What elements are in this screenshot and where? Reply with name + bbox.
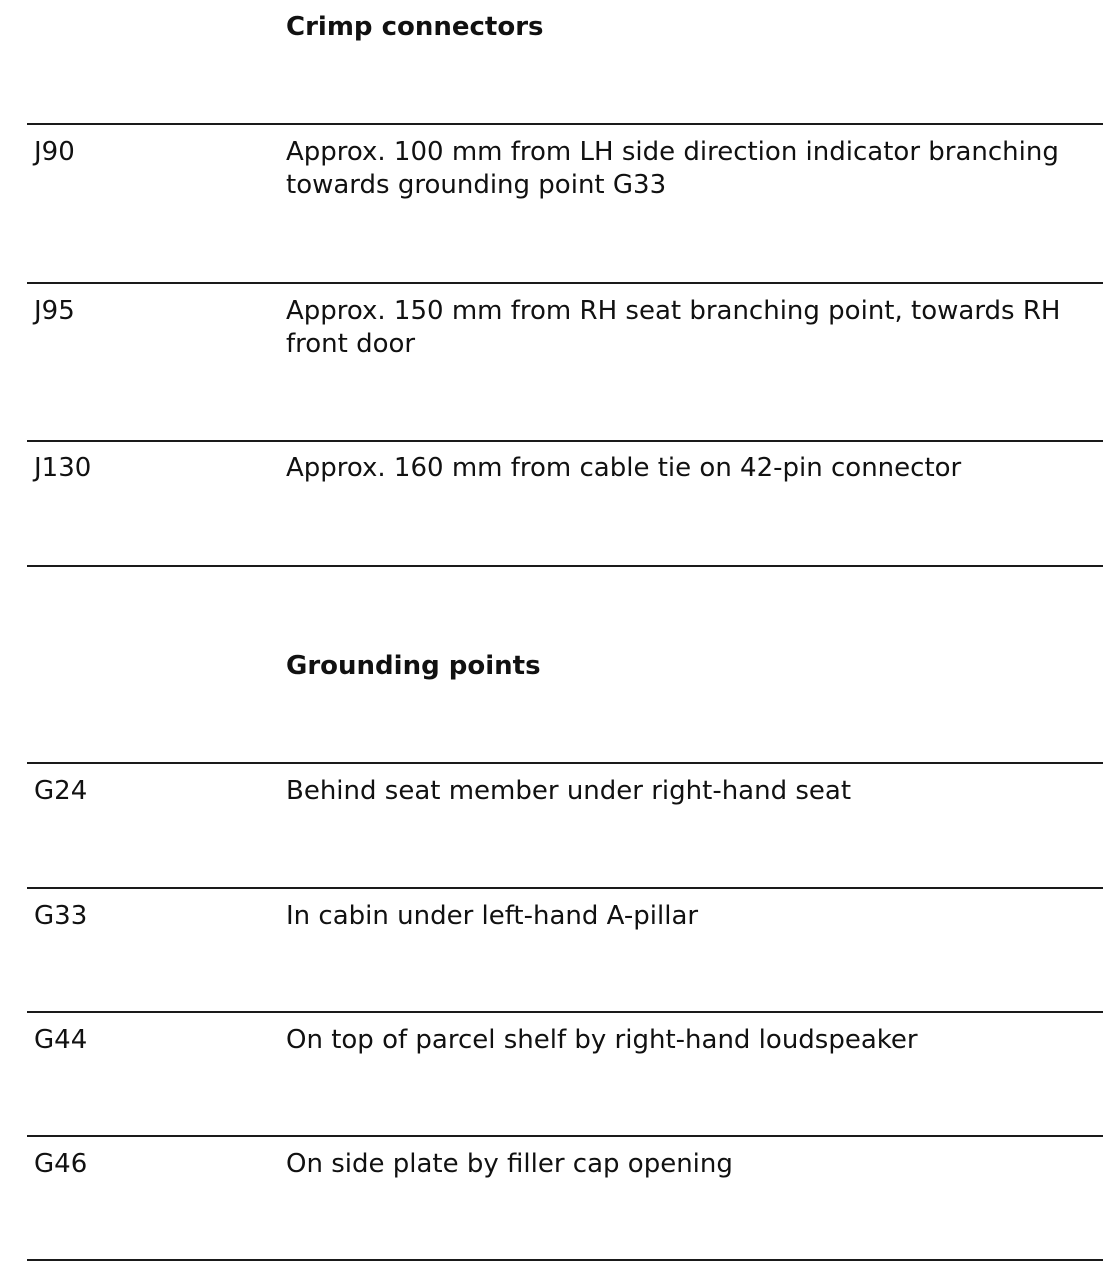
section-heading-grounding-points: Grounding points: [286, 651, 541, 681]
row-id-g44: G44: [34, 1025, 88, 1055]
row-description-g44: On top of parcel shelf by right-hand loudspeaker: [286, 1025, 918, 1055]
row-description-g24: Behind seat member under right-hand seat: [286, 776, 852, 806]
row-id-g33: G33: [34, 901, 88, 931]
table-divider: [27, 1011, 1103, 1013]
table-divider: [27, 440, 1103, 442]
table-divider: [27, 565, 1103, 567]
row-id-g46: G46: [34, 1149, 88, 1179]
row-id-j90: J90: [34, 137, 75, 167]
table-divider: [27, 282, 1103, 284]
table-divider: [27, 123, 1103, 125]
section-heading-crimp-connectors: Crimp connectors: [286, 12, 544, 42]
table-divider: [27, 1135, 1103, 1137]
row-description-g46: On side plate by filler cap opening: [286, 1149, 733, 1179]
row-id-j130: J130: [34, 453, 92, 483]
table-divider: [27, 762, 1103, 764]
row-description-j90: Approx. 100 mm from LH side direction indicator branching towards grounding point G33: [286, 137, 1059, 200]
row-description-j95: Approx. 150 mm from RH seat branching point, towards RH front door: [286, 296, 1061, 359]
row-id-g24: G24: [34, 776, 88, 806]
row-description-g33: In cabin under left-hand A-pillar: [286, 901, 699, 931]
table-divider: [27, 1259, 1103, 1261]
row-description-j130: Approx. 160 mm from cable tie on 42-pin connector: [286, 453, 962, 483]
table-divider: [27, 887, 1103, 889]
row-id-j95: J95: [34, 296, 75, 326]
